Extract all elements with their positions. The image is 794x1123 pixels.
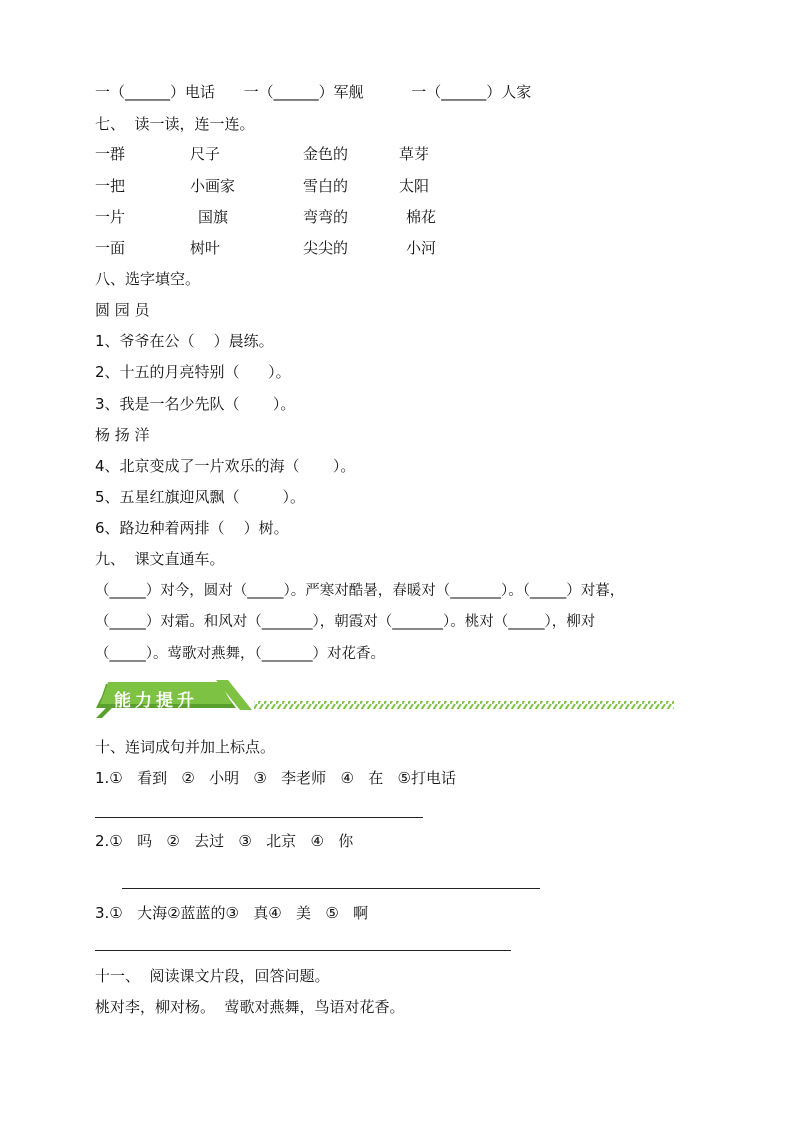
q8-item-4: 4、北京变成了一片欢乐的海（ ）。 [95,457,356,475]
q11-title: 十一、 阅读课文片段，回答问题。 [95,967,330,985]
match-col1-item: 一面 [95,239,126,257]
q7-title: 七、 读一读，连一连。 [95,115,255,133]
match-col2-item: 小画家 [190,177,236,195]
match-col4-item: 小河 [406,239,437,257]
q10-title: 十、连词成句并加上标点。 [95,738,276,756]
match-col4-item: 太阳 [399,177,430,195]
q9-paragraph-line-1: （_____）对今，圆对（_____）。严寒对酷暑，春暖对（_______）。（_____）对暮， [95,583,625,599]
answer-line [95,817,423,818]
answer-line [122,888,540,889]
q10-item-2: 2.① 吗 ② 去过 ③ 北京 ④ 你 [95,832,354,850]
measure-word-blanks: 一（______）电话 一（______）军舰 一（______）人家 [95,83,532,101]
section-banner [96,680,676,720]
q9-paragraph-line-2: （_____）对霜。和风对（_______），朝霞对（_______）。桃对（_____），柳对 [95,614,596,630]
match-col3-item: 雪白的 [303,177,349,195]
match-col2-item: 尺子 [190,145,221,163]
q10-item-1: 1.① 看到 ② 小明 ③ 李老师 ④ 在 ⑤打电话 [95,769,456,787]
match-col3-item: 金色的 [303,145,349,163]
match-col2-item: 国旗 [198,208,229,226]
banner-title: 能力提升 [114,691,198,711]
q8-item-5: 5、五星红旗迎风飘（ ）。 [95,488,305,506]
q8-item-3: 3、我是一名少先队（ ）。 [95,395,296,413]
q8-char-group-2: 杨 扬 洋 [95,426,150,444]
q8-item-2: 2、十五的月亮特别（ ）。 [95,363,291,381]
q11-excerpt: 桃对李，柳对杨。 莺歌对燕舞，鸟语对花香。 [95,998,405,1016]
q8-char-group-1: 圆 园 员 [95,301,150,319]
q9-paragraph-line-3: （_____）。莺歌对燕舞，（_______）对花香。 [95,646,385,662]
match-col2-item: 树叶 [190,239,221,257]
match-col3-item: 弯弯的 [303,208,349,226]
match-col4-item: 棉花 [406,208,437,226]
match-col4-item: 草芽 [399,145,430,163]
q10-item-3: 3.① 大海②蓝蓝的③ 真④ 美 ⑤ 啊 [95,904,369,922]
match-col3-item: 尖尖的 [303,239,349,257]
q8-item-6: 6、路边种着两排（ ）树。 [95,519,289,537]
q9-title: 九、 课文直通车。 [95,550,225,568]
match-col1-item: 一片 [95,208,126,226]
answer-line [95,950,511,951]
match-col1-item: 一群 [95,145,126,163]
match-col1-item: 一把 [95,177,126,195]
q8-item-1: 1、爷爷在公（ ）晨练。 [95,332,274,350]
q8-title: 八、选字填空。 [95,270,201,288]
